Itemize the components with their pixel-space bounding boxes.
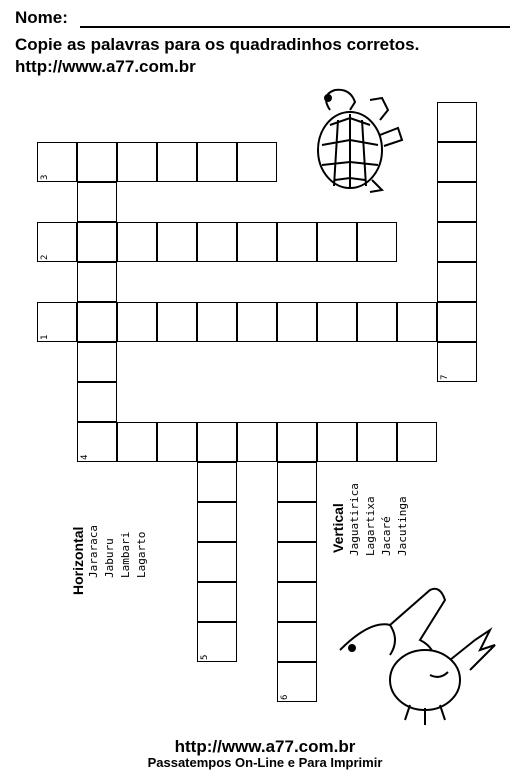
- crossword-cell[interactable]: [157, 222, 197, 262]
- crossword-cell[interactable]: [437, 142, 477, 182]
- crossword-cell[interactable]: [77, 222, 117, 262]
- clue-number: 1: [40, 334, 50, 340]
- bird-illustration: [330, 580, 500, 730]
- crossword-cell[interactable]: [117, 222, 157, 262]
- crossword-cell[interactable]: [197, 582, 237, 622]
- crossword-cell[interactable]: [357, 302, 397, 342]
- crossword-cell[interactable]: [437, 182, 477, 222]
- crossword-cell[interactable]: [77, 182, 117, 222]
- vertical-word: Jaguatirica: [348, 483, 361, 556]
- horizontal-word: Jararaca: [87, 525, 100, 578]
- horizontal-word: Jaburu: [103, 538, 116, 578]
- clue-number: 6: [280, 694, 290, 700]
- crossword-cell[interactable]: [237, 302, 277, 342]
- crossword-cell[interactable]: [197, 302, 237, 342]
- header-url: http://www.a77.com.br: [15, 57, 196, 76]
- horizontal-word: Lambari: [119, 531, 132, 578]
- crossword-cell[interactable]: [197, 502, 237, 542]
- turtle-illustration: [310, 80, 405, 195]
- crossword-cell[interactable]: [117, 302, 157, 342]
- crossword-cell[interactable]: [277, 302, 317, 342]
- crossword-cell[interactable]: [77, 142, 117, 182]
- crossword-cell[interactable]: [157, 302, 197, 342]
- crossword-cell[interactable]: [277, 582, 317, 622]
- crossword-cell[interactable]: [117, 422, 157, 462]
- crossword-cell[interactable]: [277, 542, 317, 582]
- crossword-cell[interactable]: [317, 302, 357, 342]
- crossword-cell[interactable]: [437, 302, 477, 342]
- crossword-cell[interactable]: [197, 222, 237, 262]
- crossword-cell[interactable]: [357, 422, 397, 462]
- clue-number: 4: [80, 454, 90, 460]
- vertical-title: Vertical: [330, 503, 346, 553]
- crossword-cell[interactable]: [437, 262, 477, 302]
- crossword-cell[interactable]: [277, 622, 317, 662]
- crossword-cell[interactable]: [277, 222, 317, 262]
- crossword-cell[interactable]: [437, 222, 477, 262]
- crossword-cell[interactable]: [317, 422, 357, 462]
- crossword-cell[interactable]: [237, 222, 277, 262]
- crossword-cell[interactable]: [277, 422, 317, 462]
- crossword-cell[interactable]: [437, 102, 477, 142]
- crossword-cell[interactable]: [317, 222, 357, 262]
- footer-subtitle: Passatempos On-Line e Para Imprimir: [147, 755, 383, 770]
- crossword-cell[interactable]: [77, 342, 117, 382]
- crossword-cell[interactable]: [277, 462, 317, 502]
- clue-number: 5: [200, 654, 210, 660]
- crossword-cell[interactable]: [77, 382, 117, 422]
- clue-number: 2: [40, 254, 50, 260]
- crossword-cell[interactable]: [117, 142, 157, 182]
- crossword-cell[interactable]: [157, 142, 197, 182]
- crossword-cell[interactable]: [357, 222, 397, 262]
- crossword-cell[interactable]: [197, 462, 237, 502]
- horizontal-word: Lagarto: [135, 531, 148, 578]
- crossword-cell[interactable]: [77, 262, 117, 302]
- footer-url: http://www.a77.com.br: [174, 737, 356, 756]
- clue-number: 7: [440, 374, 450, 380]
- crossword-cell[interactable]: [277, 502, 317, 542]
- instructions: Copie as palavras para os quadradinhos corretos.: [15, 35, 420, 54]
- crossword-cell[interactable]: [397, 422, 437, 462]
- vertical-word: Jacaré: [380, 516, 393, 556]
- clue-number: 3: [40, 174, 50, 180]
- crossword-cell[interactable]: [397, 302, 437, 342]
- crossword-cell[interactable]: [197, 422, 237, 462]
- horizontal-title: Horizontal: [70, 526, 86, 595]
- crossword-cell[interactable]: [237, 422, 277, 462]
- crossword-cell[interactable]: [157, 422, 197, 462]
- crossword-cell[interactable]: [237, 142, 277, 182]
- vertical-word: Lagartixa: [364, 496, 377, 556]
- name-label: Nome:: [15, 8, 68, 27]
- crossword-cell[interactable]: [77, 302, 117, 342]
- crossword-cell[interactable]: [197, 142, 237, 182]
- crossword-cell[interactable]: [197, 542, 237, 582]
- name-line: [80, 26, 510, 28]
- vertical-word: Jacutinga: [396, 496, 409, 556]
